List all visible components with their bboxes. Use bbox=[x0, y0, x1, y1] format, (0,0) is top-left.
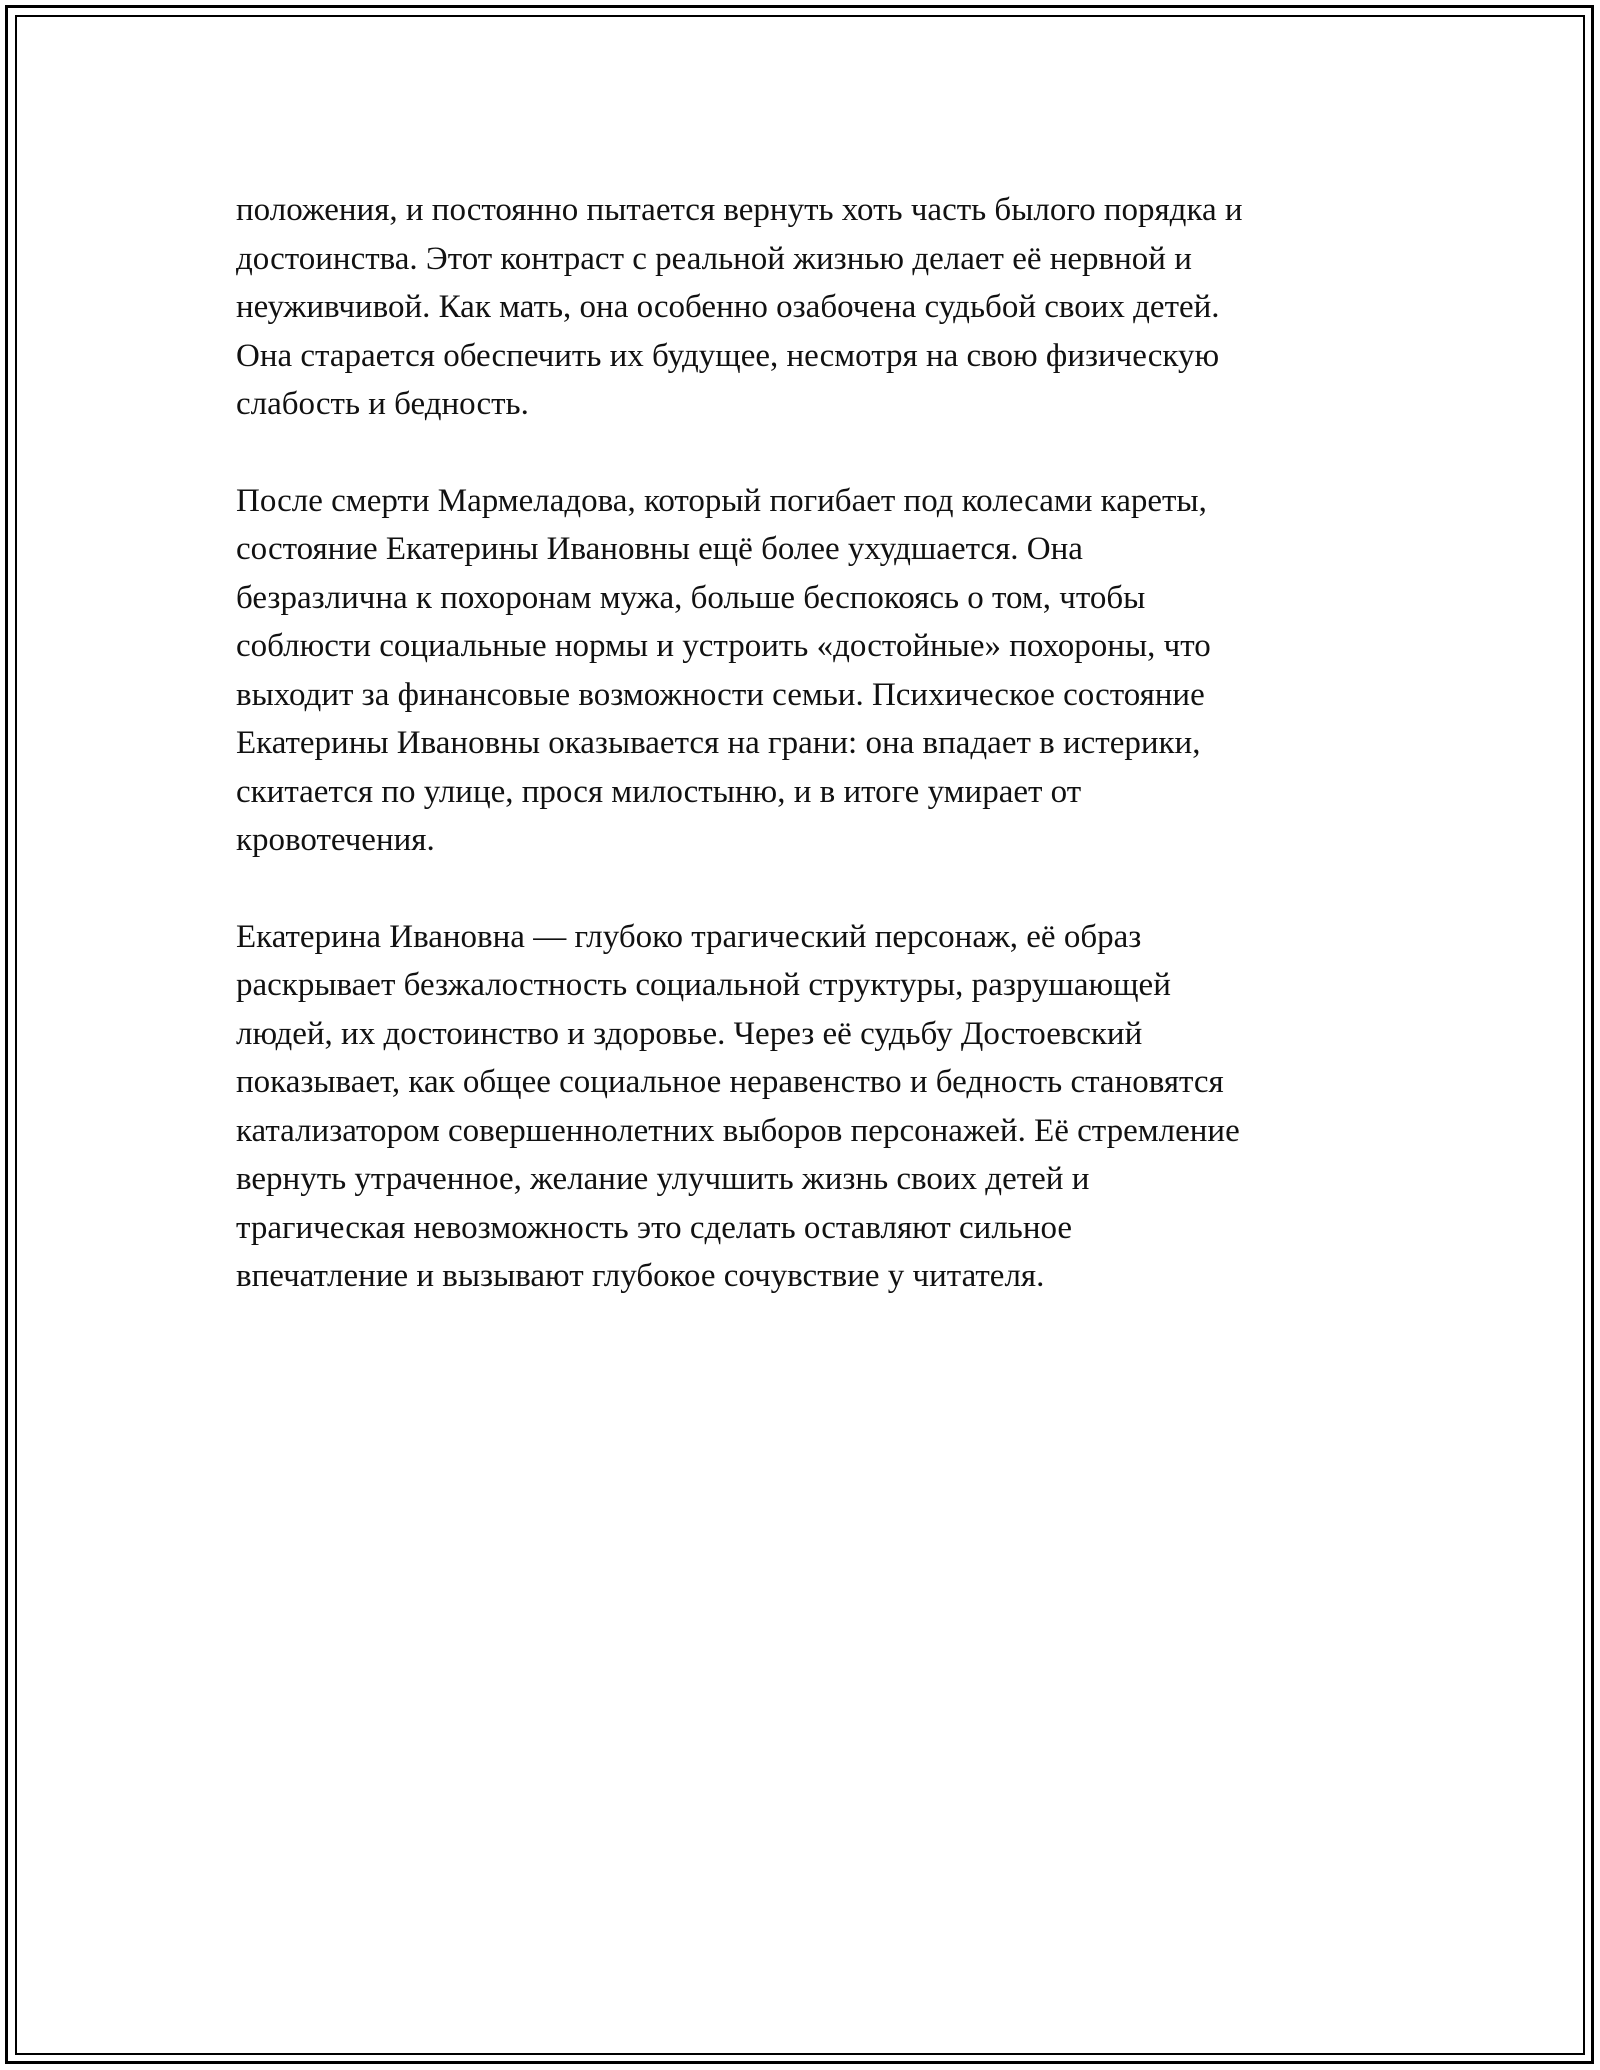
document-body bbox=[236, 186, 1366, 1349]
paragraph-2: После смерти Мармеладова, который погибает под колесами кареты, состояние Екатерины Ивановны ещё более ухудшается. Она безразлична к похоронам мужа, больше беспокоясь о том, чтобы соблюсти социальные нормы и устроить «достойные» похороны, что выходит за финансовые возможности семьи. Психическое состояние Екатерины Ивановны оказывается на грани: она впадает в истерики, скитается по улице, прося милостыню, и в итоге умирает от кровотечения. bbox=[236, 482, 1211, 858]
paragraph-1: положения, и постоянно пытается вернуть хоть часть былого порядка и достоинства. Этот контраст с реальной жизнью делает её нервной и неуживчивой. Как мать, она особенно озабочена судьбой своих детей. Она старается обеспечить их будущее, несмотря на свою физическую слабость и бедность. bbox=[236, 192, 1243, 422]
paragraph-3: Екатерина Ивановна — глубоко трагический персонаж, её образ раскрывает безжалостность социальной структуры, разрушающей людей, их достоинство и здоровье. Через её судьбу Достоевский показывает, как общее социальное неравенство и бедность становятся катализатором совершеннолетних выборов персонажей. Её стремление вернуть утраченное, желание улучшить жизнь своих детей и трагическая невозможность это сделать оставляют сильное впечатление и вызывают глубокое сочувствие у читателя. bbox=[236, 918, 1240, 1294]
